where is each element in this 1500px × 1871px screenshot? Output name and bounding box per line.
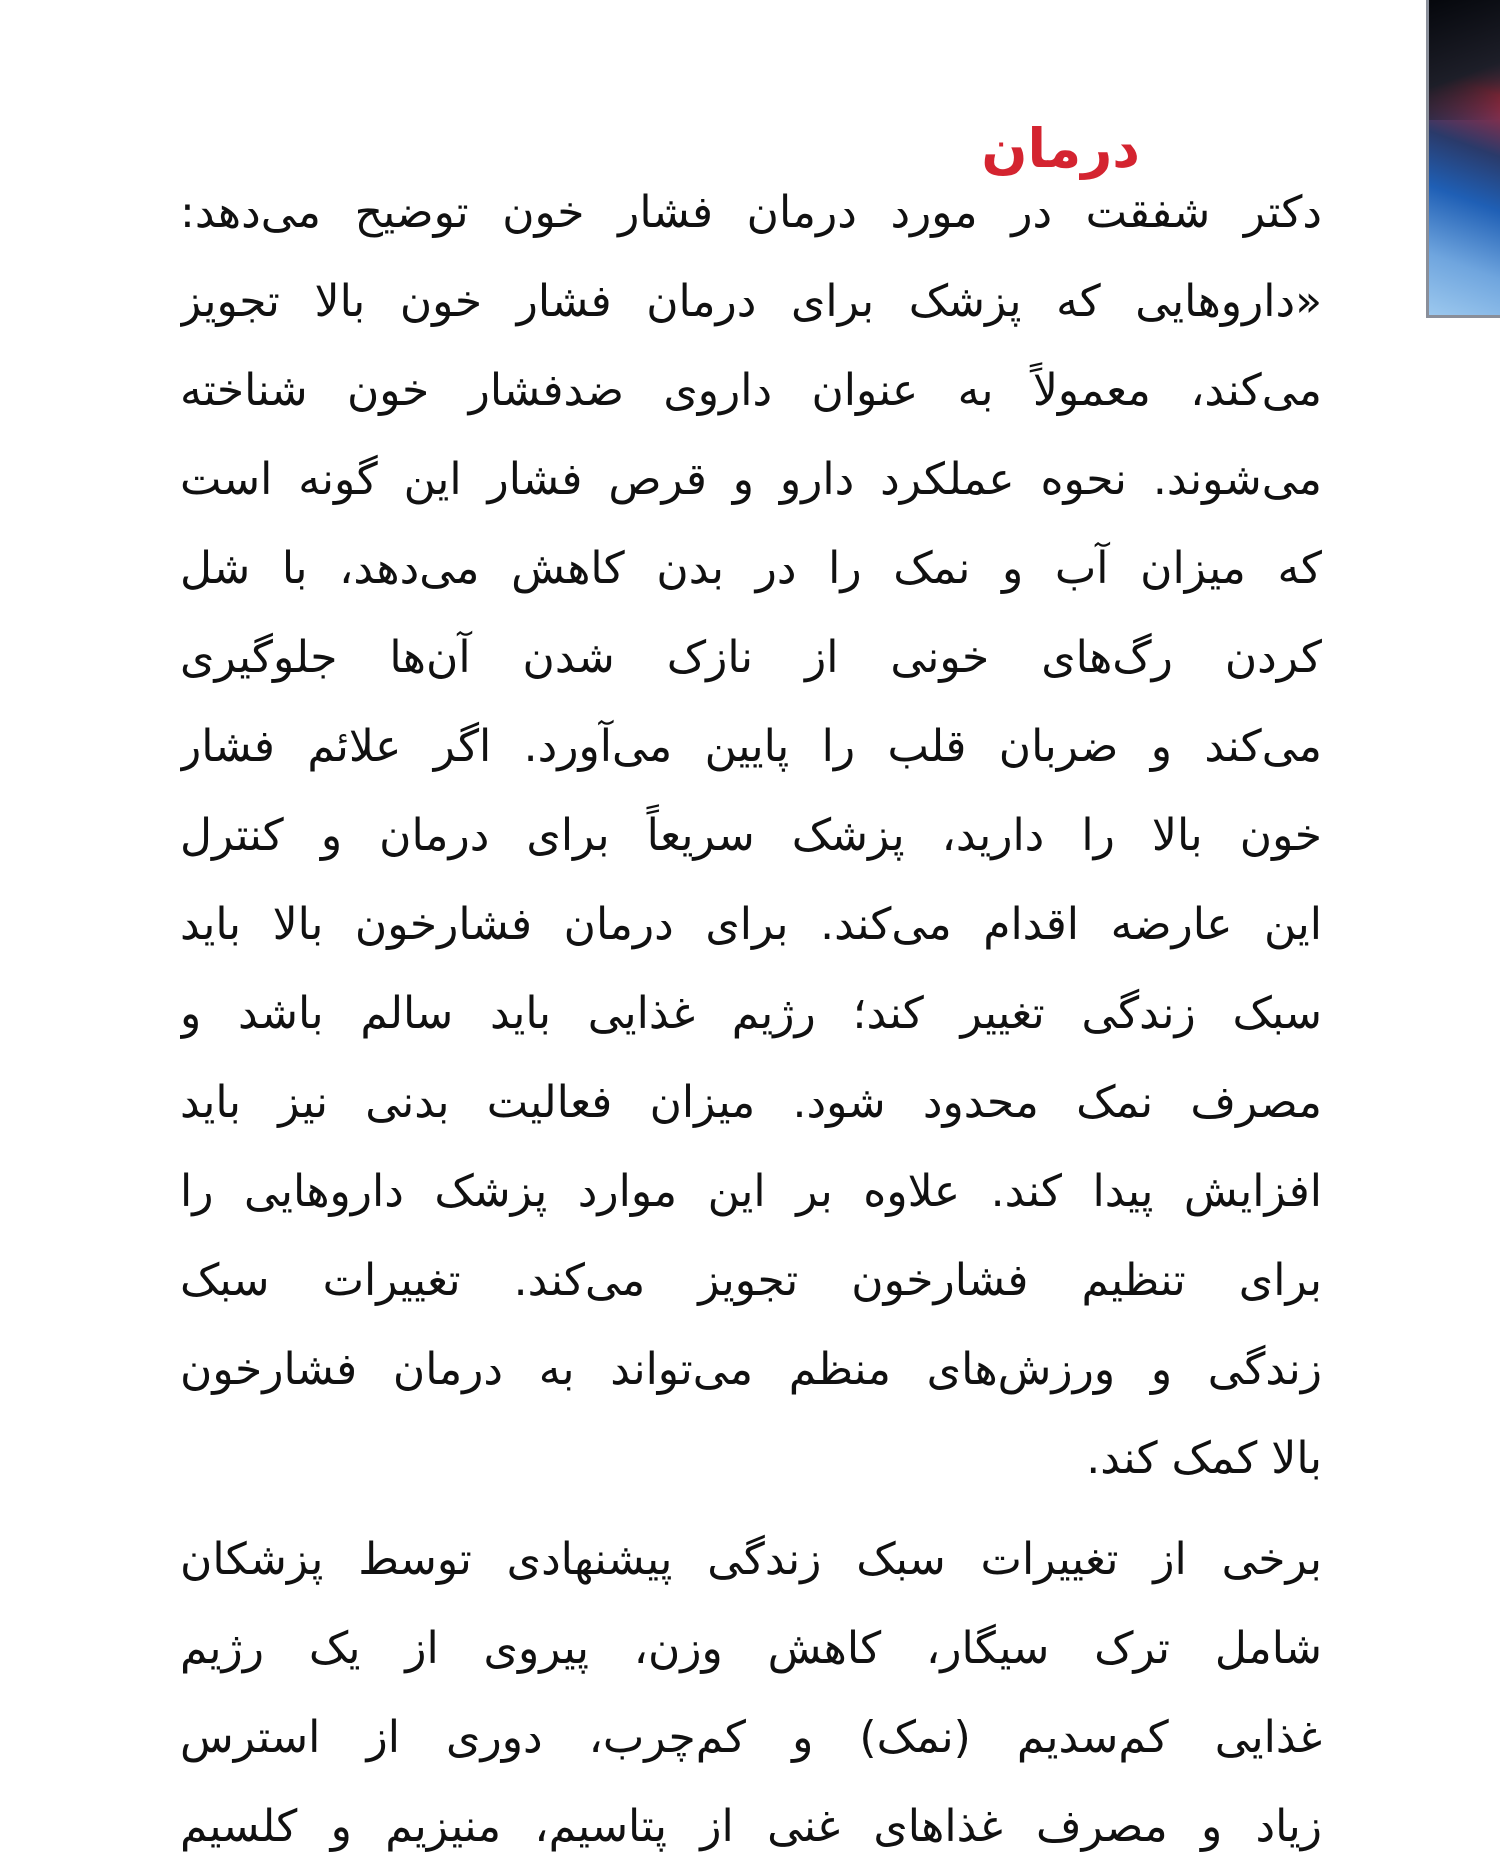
text-line: که میزان آب و نمک را در بدن کاهش می‌دهد، با شل <box>180 543 1322 594</box>
text-line: بالا کمک کند. <box>1086 1433 1322 1484</box>
side-photo <box>1426 0 1500 318</box>
text-line: افزایش پیدا کند. علاوه بر این موارد پزشک داروهایی را <box>180 1166 1322 1217</box>
text-line: غذایی کم‌سدیم (نمک) و کم‌چرب، دوری از استرس <box>180 1712 1322 1763</box>
paragraph-treatment <box>180 168 1322 1503</box>
text-line: خون بالا را دارید، پزشک سریعاً برای درمان و کنترل <box>180 810 1322 861</box>
text-line: سبک زندگی تغییر کند؛ رژیم غذایی باید سالم باشد و <box>180 988 1322 1039</box>
text-line: می‌کند و ضربان قلب را پایین می‌آورد. اگر علائم فشار <box>180 721 1322 772</box>
text-line: مصرف نمک محدود شود. میزان فعالیت بدنی نیز باید <box>180 1077 1322 1128</box>
side-photo-shadow <box>1429 0 1500 120</box>
text-line: کردن رگ‌های خونی از نازک شدن آن‌ها جلوگیری <box>180 632 1322 683</box>
text-line: دکتر شفقت در مورد درمان فشار خون توضیح می‌دهد: <box>180 187 1322 238</box>
section-heading: درمان <box>981 117 1140 181</box>
paragraph-lifestyle <box>180 1515 1322 1871</box>
text-line: برخی از تغییرات سبک زندگی پیشنهادی توسط پزشکان <box>180 1534 1322 1585</box>
main-text-column <box>180 168 1322 1871</box>
paragraph-gap <box>180 1503 1322 1515</box>
text-line: زندگی و ورزش‌های منظم می‌تواند به درمان فشارخون <box>180 1344 1322 1395</box>
text-line: می‌کند، معمولاً به عنوان داروی ضدفشار خون شناخته <box>180 365 1322 416</box>
text-line: «داروهایی که پزشک برای درمان فشار خون بالا تجویز <box>180 276 1322 327</box>
text-line: این عارضه اقدام می‌کند. برای درمان فشارخون بالا باید <box>180 899 1322 950</box>
text-line: شامل ترک سیگار، کاهش وزن، پیروی از یک رژیم <box>180 1623 1322 1674</box>
text-line: برای تنظیم فشارخون تجویز می‌کند. تغییرات سبک <box>180 1255 1322 1306</box>
text-line: زیاد و مصرف غذاهای غنی از پتاسیم، منیزیم و کلسیم <box>180 1801 1322 1852</box>
text-line: می‌شوند. نحوه عملکرد دارو و قرص فشار این گونه است <box>180 454 1322 505</box>
